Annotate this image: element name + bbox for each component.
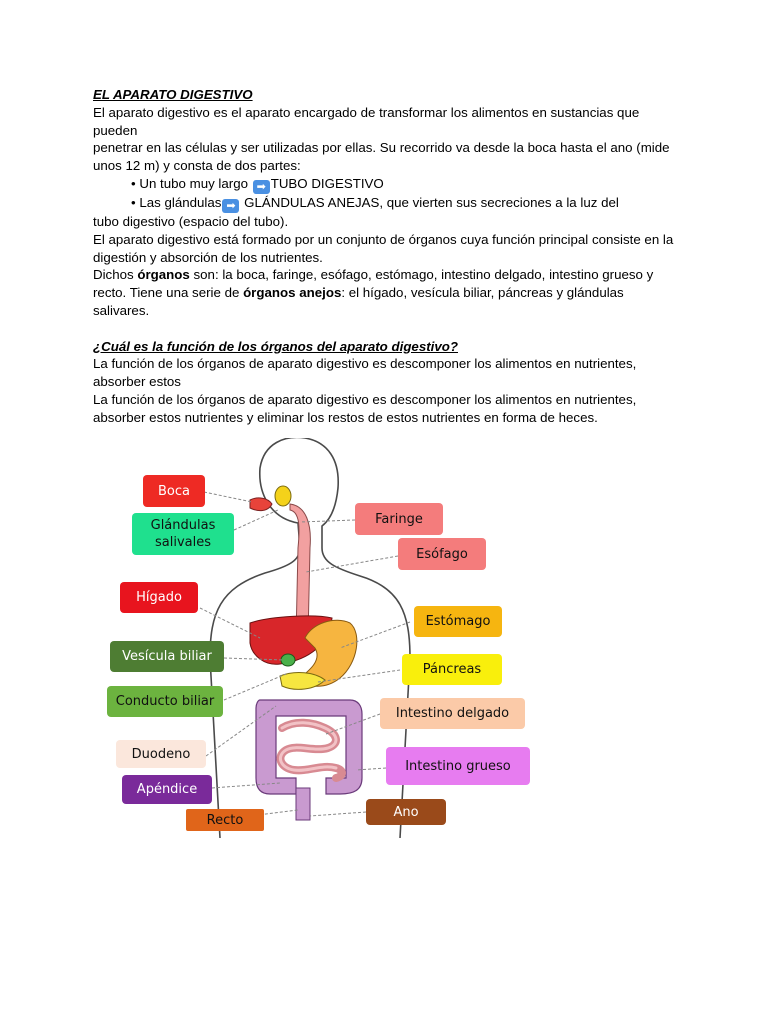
para3-text-3: : el hígado, vesícula biliar, páncreas y glándulas salivares. xyxy=(93,285,624,318)
bullet-1-prefix: • Un tubo muy largo xyxy=(131,175,252,191)
bullet-2-suffix: GLÁNDULAS ANEJAS, que vierten sus secreciones a la luz del xyxy=(240,194,619,210)
right-arrow-icon: ➡ xyxy=(222,199,239,213)
label-conducto-biliar xyxy=(107,686,223,717)
bullet-tubo xyxy=(93,175,683,194)
bullet-1-suffix: TUBO DIGESTIVO xyxy=(270,175,384,191)
para3-text-2: son: la boca, faringe, esófago, estómago, intestino delgado, intestino grueso y recto. Tiene una serie de xyxy=(93,267,654,301)
label-esofago-text: Esófago xyxy=(416,546,468,562)
label-estomago xyxy=(414,606,502,637)
label-glandulas-text: Glándulas salivales xyxy=(150,518,216,550)
salivary-gland-shape xyxy=(275,486,291,506)
label-pancreas xyxy=(402,654,502,685)
intro-line-2: penetrar en las células y ser utilizadas por ellas. Su recorrido va desde la boca hasta el ano (mide unos 12 m) y consta de dos partes: xyxy=(93,140,670,174)
question-heading: ¿Cuál es la función de los órganos del aparato digestivo? xyxy=(93,338,458,354)
label-duodeno-text: Duodeno xyxy=(131,746,191,762)
label-faringe-text: Faringe xyxy=(375,511,423,527)
para3-bold-anejos: órganos anejos xyxy=(243,285,342,301)
bullet-glandulas xyxy=(93,194,683,213)
label-vesicula-biliar xyxy=(110,641,224,672)
label-higado-text: Hígado xyxy=(136,590,182,605)
digestive-system-diagram xyxy=(100,438,540,838)
label-duodeno xyxy=(116,740,206,768)
document-body xyxy=(93,86,683,427)
label-intestino-grueso-text: Intestino grueso xyxy=(405,758,511,774)
label-recto-text: Recto xyxy=(206,812,244,828)
rectum-shape xyxy=(296,788,310,820)
label-vesicula-text: Vesícula biliar xyxy=(122,649,212,664)
label-estomago-text: Estómago xyxy=(425,614,491,629)
label-recto xyxy=(186,809,264,831)
intro-line-1: El aparato digestivo es el aparato encargado de transformar los alimentos en sustancias que pueden xyxy=(93,104,640,138)
label-intestino-delgado xyxy=(380,698,525,729)
label-ano xyxy=(366,799,446,825)
page-title: EL APARATO DIGESTIVO xyxy=(93,87,253,102)
label-apendice-text: Apéndice xyxy=(136,782,198,797)
answer-full: La función de los órganos de aparato digestivo es descomponer los alimentos en nutrientes, absorber estos nutrientes y eliminar los restos de estos nutrientes en forma de heces. xyxy=(93,391,637,425)
label-intestino-grueso xyxy=(386,747,530,785)
para3-text-1: Dichos xyxy=(93,267,138,283)
label-intestino-delgado-text: Intestino delgado xyxy=(395,706,510,721)
gallbladder-shape xyxy=(281,654,295,666)
blank-line xyxy=(93,320,683,338)
label-boca-text: Boca xyxy=(158,483,190,499)
right-arrow-icon: ➡ xyxy=(253,180,270,194)
paragraph-organos-intro: El aparato digestivo está formado por un conjunto de órganos cuya función principal consiste en la digestión y absorción de los nutrientes. xyxy=(93,231,674,265)
label-boca xyxy=(143,475,205,507)
bullet-2-continuation: tubo digestivo (espacio del tubo). xyxy=(93,213,289,229)
label-higado xyxy=(120,582,198,613)
label-apendice xyxy=(122,775,212,804)
label-glandulas-salivales xyxy=(132,513,234,555)
paragraph-organos-list xyxy=(93,266,683,319)
answer-partial: La función de los órganos de aparato digestivo es descomponer los alimentos en nutrientes, absorber estos xyxy=(93,356,637,390)
mouth-shape xyxy=(250,498,272,511)
label-ano-text: Ano xyxy=(393,804,419,820)
label-conducto-text: Conducto biliar xyxy=(115,694,215,709)
label-pancreas-text: Páncreas xyxy=(422,662,482,677)
para3-bold-organos: órganos xyxy=(137,267,190,283)
label-esofago xyxy=(398,538,486,570)
label-faringe xyxy=(355,503,443,535)
bullet-2-prefix: • Las glándulas xyxy=(131,194,222,210)
